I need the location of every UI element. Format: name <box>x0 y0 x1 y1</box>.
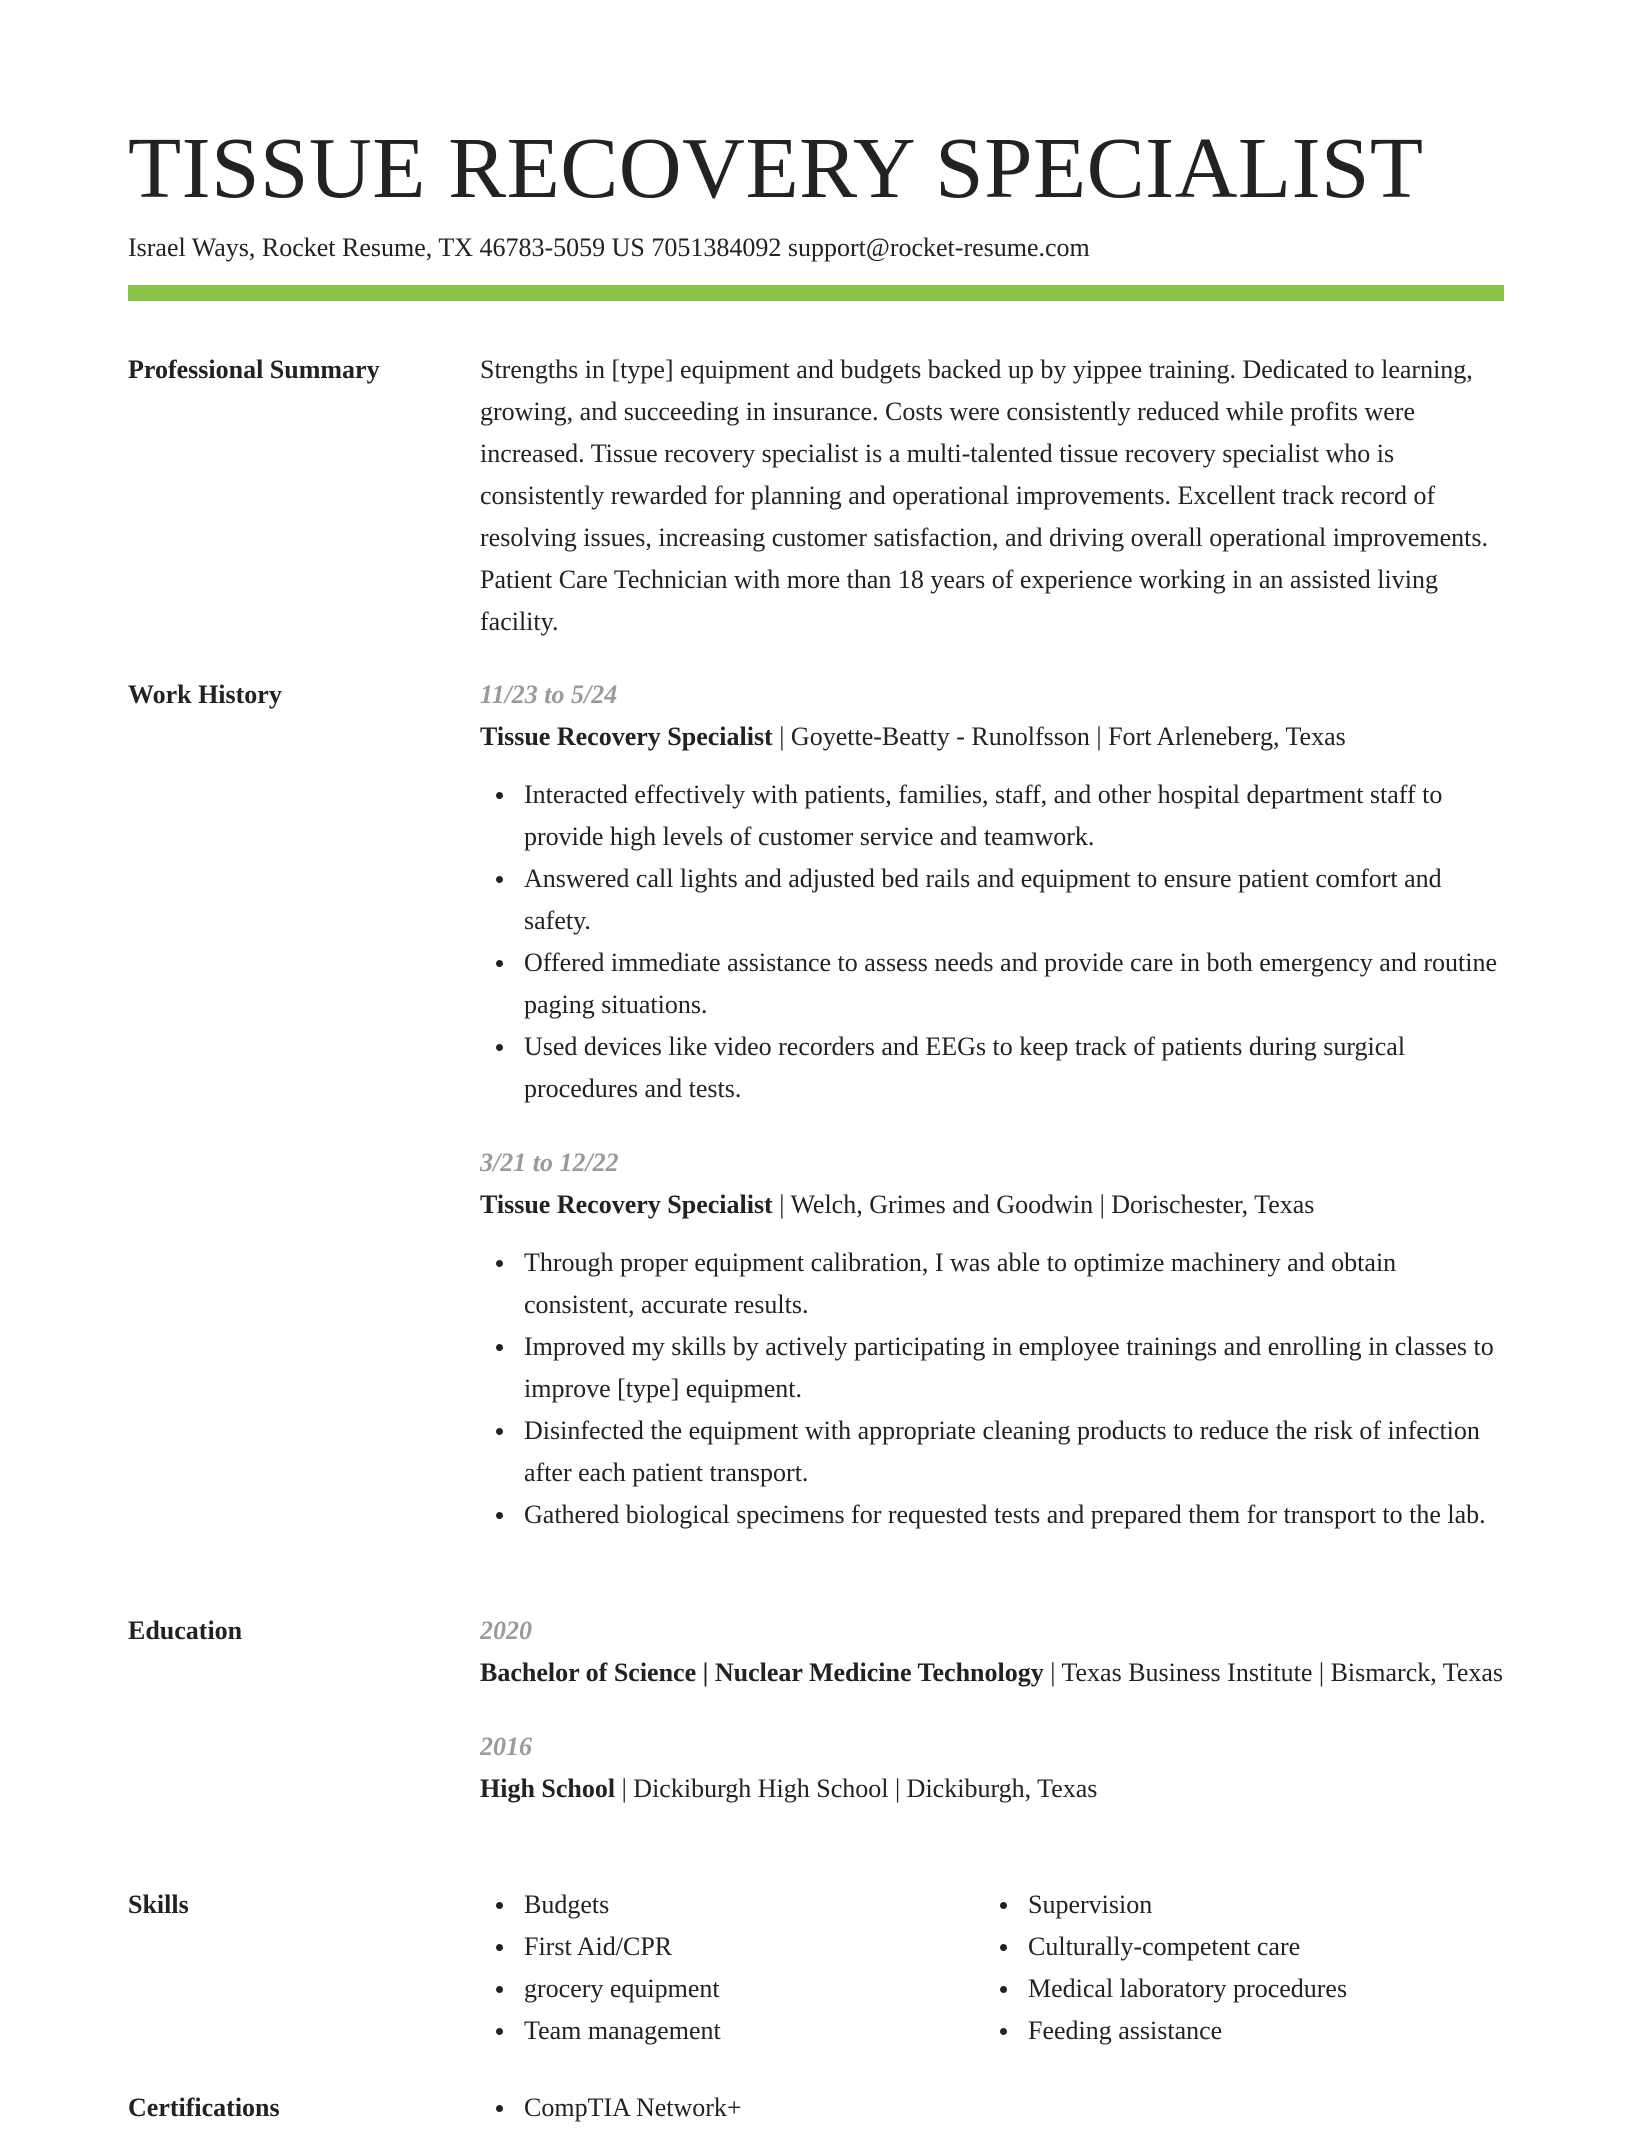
job-entry <box>480 1142 1504 1536</box>
education-heading-line <box>480 1768 1504 1810</box>
degree-title: High School <box>480 1774 616 1803</box>
degree-title: Bachelor of Science | Nuclear Medicine Technology <box>480 1658 1044 1687</box>
job-details: | Goyette-Beatty - Runolfsson | Fort Arleneberg, Texas <box>772 722 1346 751</box>
list-item: Team management <box>524 2010 984 2052</box>
summary-heading: Professional Summary <box>128 355 380 384</box>
job-duties <box>480 774 1504 1110</box>
job-heading <box>480 716 1504 758</box>
list-item: grocery equipment <box>524 1968 984 2010</box>
resume-title: TISSUE RECOVERY SPECIALIST <box>128 119 1424 216</box>
list-item: Culturally-competent care <box>1028 1926 1488 1968</box>
education-entry <box>480 1610 1504 1694</box>
job-duties <box>480 1242 1504 1536</box>
job-entry <box>480 674 1504 1110</box>
contact-line: Israel Ways, Rocket Resume, TX 46783-5059 US 7051384092 support@rocket-resume.com <box>128 233 1090 262</box>
list-item: Budgets <box>524 1884 984 1926</box>
list-item: CompTIA Network+ <box>524 2087 1504 2129</box>
accent-divider <box>128 285 1504 301</box>
education-entry <box>480 1726 1504 1810</box>
list-item: Used devices like video recorders and EEGs to keep track of patients during surgical procedures and tests. <box>524 1026 1504 1110</box>
education-heading-line <box>480 1652 1504 1694</box>
list-item: Gathered biological specimens for requested tests and prepared them for transport to the lab. <box>524 1494 1504 1536</box>
list-item: Feeding assistance <box>1028 2010 1488 2052</box>
certifications-list <box>480 2087 1504 2129</box>
skills-columns <box>480 1884 1504 2052</box>
list-item: Supervision <box>1028 1884 1488 1926</box>
skills-heading: Skills <box>128 1890 189 1919</box>
education-year: 2016 <box>480 1732 532 1761</box>
list-item: First Aid/CPR <box>524 1926 984 1968</box>
job-heading <box>480 1184 1504 1226</box>
list-item: Answered call lights and adjusted bed rails and equipment to ensure patient comfort and safety. <box>524 858 1504 942</box>
job-details: | Welch, Grimes and Goodwin | Dorischester, Texas <box>772 1190 1315 1219</box>
list-item: Interacted effectively with patients, families, staff, and other hospital department staff to provide high levels of customer service and teamwork. <box>524 774 1504 858</box>
list-item: Through proper equipment calibration, I was able to optimize machinery and obtain consistent, accurate results. <box>524 1242 1504 1326</box>
skills-column-right <box>984 1884 1488 2052</box>
list-item: Medical laboratory procedures <box>1028 1968 1488 2010</box>
school-details: | Texas Business Institute | Bismarck, Texas <box>1043 1658 1504 1687</box>
summary-text: Strengths in [type] equipment and budgets backed up by yippee training. Dedicated to learning, growing, and succeeding in insurance. Costs were consistently reduced while profits were increased. Tissue recovery specialist is a multi-talented tissue recovery specialist who is consistently rewarded for planning and operational improvements. Excellent track record of resolving issues, increasing customer satisfaction, and driving overall operational improvements. Patient Care Technician with more than 18 years of experience working in an assisted living facility. <box>480 355 1488 636</box>
school-details: | Dickiburgh High School | Dickiburgh, Texas <box>615 1774 1098 1803</box>
skills-list <box>480 1884 984 2052</box>
skills-list <box>984 1884 1488 2052</box>
certifications-heading: Certifications <box>128 2093 280 2122</box>
list-item: Offered immediate assistance to assess needs and provide care in both emergency and routine paging situations. <box>524 942 1504 1026</box>
skills-column-left <box>480 1884 984 2052</box>
list-item: Improved my skills by actively participating in employee trainings and enrolling in classes to improve [type] equipment. <box>524 1326 1504 1410</box>
education-year: 2020 <box>480 1616 532 1645</box>
job-title: Tissue Recovery Specialist <box>480 722 773 751</box>
work-history-heading: Work History <box>128 680 282 709</box>
job-dates: 3/21 to 12/22 <box>480 1148 619 1177</box>
education-heading: Education <box>128 1616 243 1645</box>
job-dates: 11/23 to 5/24 <box>480 680 618 709</box>
job-title: Tissue Recovery Specialist <box>480 1190 773 1219</box>
list-item: Disinfected the equipment with appropriate cleaning products to reduce the risk of infection after each patient transport. <box>524 1410 1504 1494</box>
